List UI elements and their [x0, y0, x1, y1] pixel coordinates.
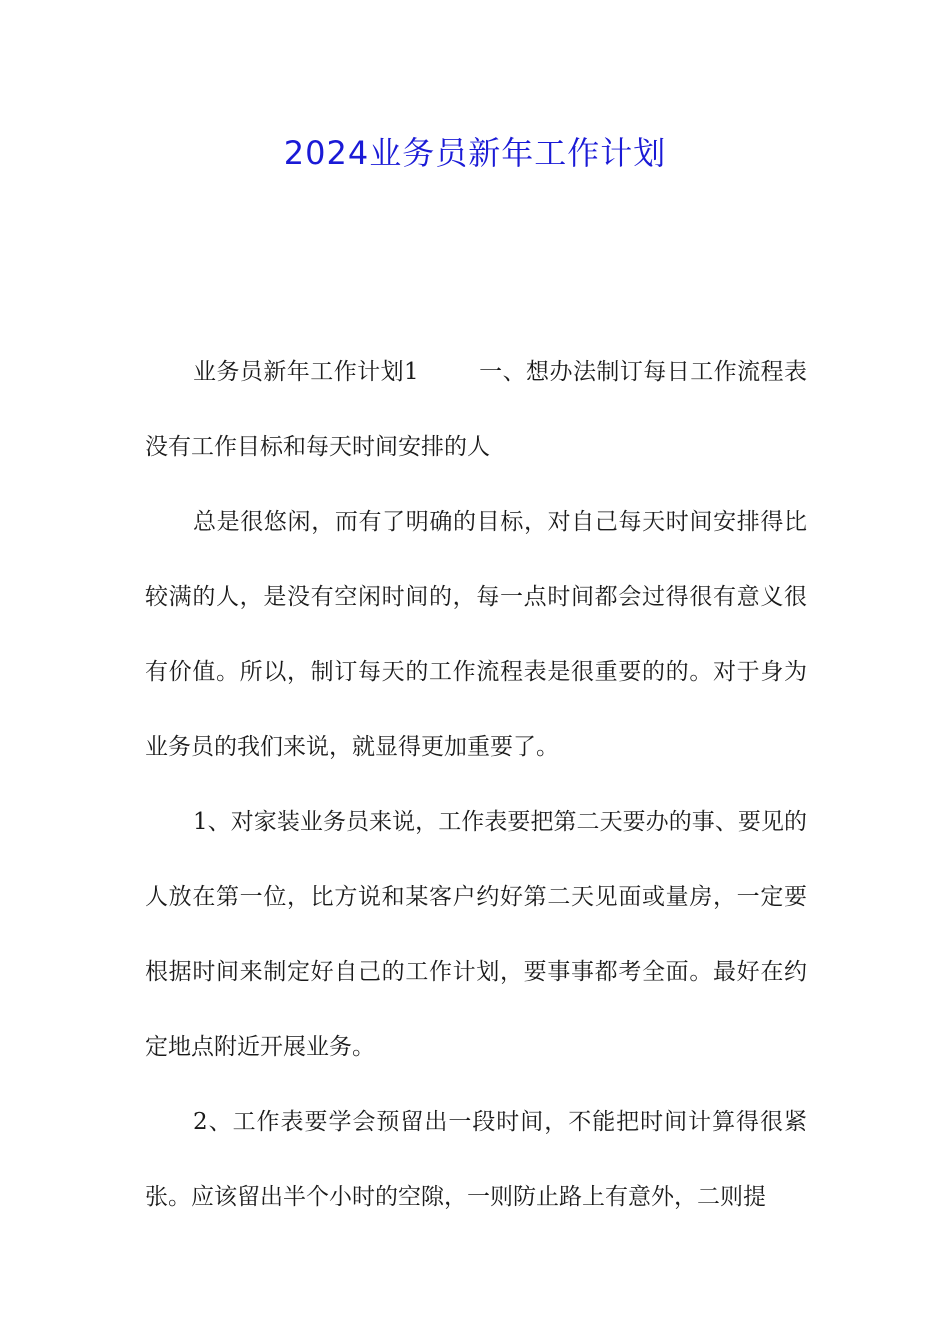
document-body — [145, 335, 807, 1235]
paragraph-text: 一、想办法制订每日工作流程表没有工作目标和每天时间安排的人 — [145, 359, 807, 460]
document-title: 2024业务员新年工作计划 — [283, 134, 667, 172]
paragraph-2: 总是很悠闲，而有了明确的目标，对自己每天时间安排得比较满的人，是没有空闲时间的，每一点时间都会过得很有意义很有价值。所以，制订每天的工作流程表是很重要的的。对于身为业务员的我们来说，就显得更加重要了。 — [145, 509, 807, 760]
plan-heading: 业务员新年工作计划1 — [193, 359, 419, 385]
paragraph-3: 1、对家装业务员来说，工作表要把第二天要办的事、要见的人放在第一位，比方说和某客户约好第二天见面或量房，一定要根据时间来制定好自己的工作计划，要事事都考全面。最好在约定地点附近开展业务。 — [145, 809, 807, 1060]
paragraph-1 — [145, 335, 807, 485]
paragraph-4: 2、工作表要学会预留出一段时间，不能把时间计算得很紧张。应该留出半个小时的空隙，一则防止路上有意外，二则提 — [145, 1109, 807, 1210]
